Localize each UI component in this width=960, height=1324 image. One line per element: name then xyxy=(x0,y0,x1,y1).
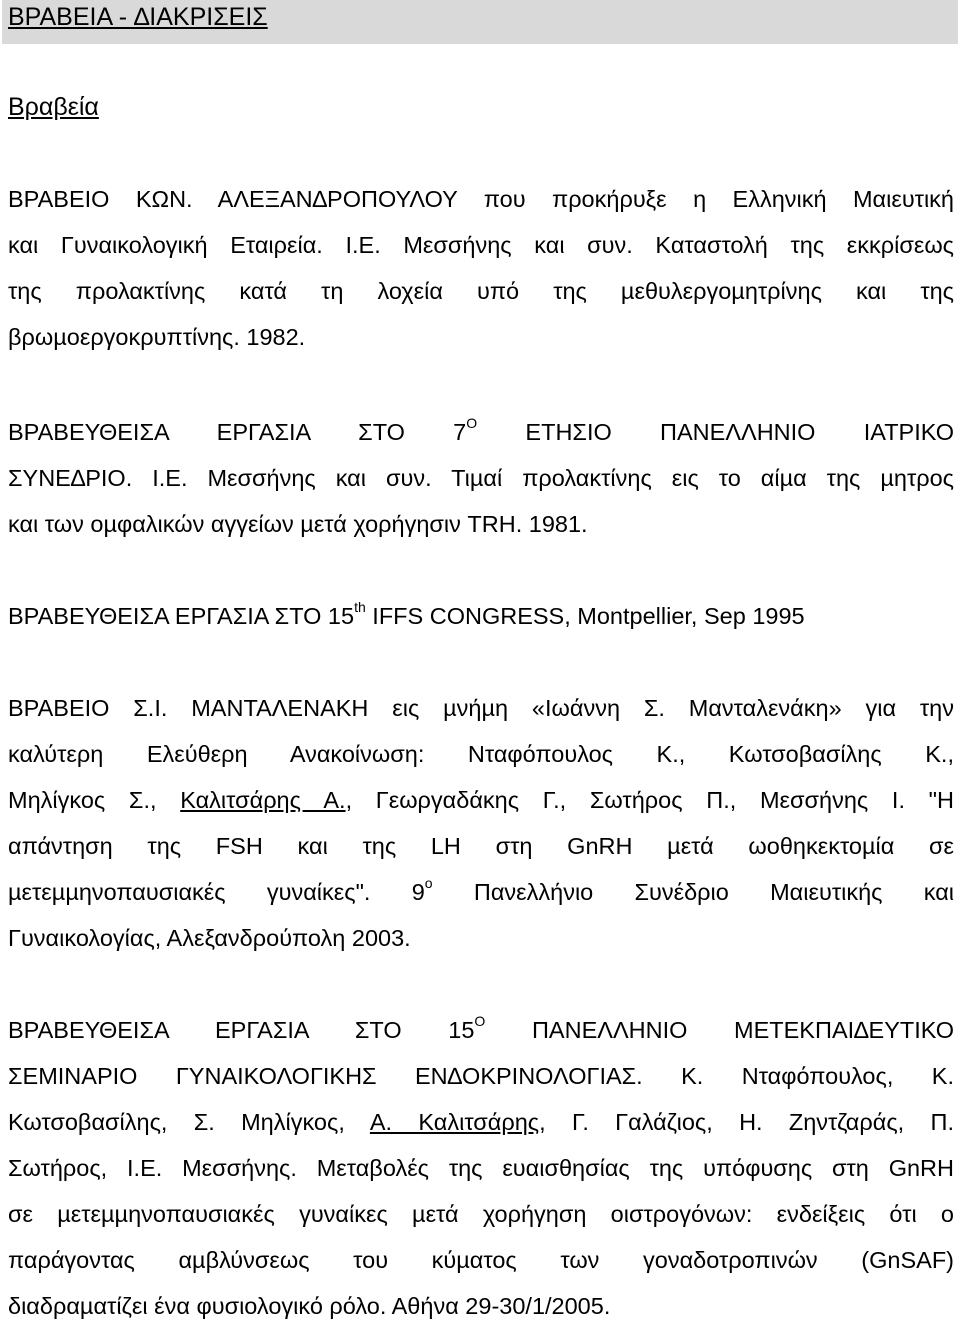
underlined-author: Α. Καλιτσάρης xyxy=(369,1109,540,1135)
entry-line: ΣΥΝΕ∆ΡΙΟ. Ι.Ε. Μεσσήνης και συν. Τιµαί προλακτίνης εις το αίµα της µητρος xyxy=(8,465,954,491)
entry-line: Σωτήρος, Ι.Ε. Μεσσήνης. Μεταβολές της ευαισθησίας της υπόφυσης στη GnRH xyxy=(8,1155,954,1181)
entry-line: παράγοντας αµβλύνσεως του κύµατος των γοναδοτροπινών (GnSAF) xyxy=(8,1247,954,1273)
entry-line: Μηλίγκος Σ., Καλιτσάρης Α., Γεωργαδάκης Γ., Σωτήρος Π., Μεσσήνης Ι. "Η xyxy=(8,787,954,813)
entry-line: της προλακτίνης κατά τη λοχεία υπό της µεθυλεργοµητρίνης και της xyxy=(8,278,954,304)
entry-line: Γυναικολογίας, Αλεξανδρούπολη 2003. xyxy=(8,925,411,951)
header-bar xyxy=(2,0,958,44)
entry-line: απάντηση της FSH και της LH στη GnRH µετά ωοθηκεκτοµία σε xyxy=(8,833,954,859)
underlined-author: Καλιτσάρης Α. xyxy=(180,787,346,813)
entry-line: καλύτερη Ελεύθερη Ανακοίνωση: Νταφόπουλος Κ., Κωτσοβασίλης Κ., xyxy=(8,741,954,767)
entry-line: µετεµµηνοπαυσιακές γυναίκες". $9^o$ Πανελλήνιο Συνέδριο Μαιευτικής και xyxy=(8,875,954,905)
entry-line: βρωµοεργοκρυπτίνης. 1982. xyxy=(8,324,306,350)
entry-line: και Γυναικολογική Εταιρεία. Ι.Ε. Μεσσήνης και συν. Καταστολή της εκκρίσεως xyxy=(8,232,954,258)
entry-line: και των οµφαλικών αγγείων µετά χορήγησιν TRH. 1981. xyxy=(8,511,588,537)
entry-line: ΒΡΑΒΕΥΘΕΙΣΑ ΕΡΓΑΣΙΑ ΣΤΟ $7^O$ ΕΤΗΣΙΟ ΠΑΝΕΛΛΗΝΙΟ ΙΑΤΡΙΚΟ xyxy=(8,415,954,445)
entry-line: ΒΡΑΒΕΥΘΕΙΣΑ ΕΡΓΑΣΙΑ ΣΤΟ $15^O$ ΠΑΝΕΛΛΗΝΙΟ ΜΕΤΕΚΠΑΙ∆ΕΥΤΙΚΟ xyxy=(8,1013,954,1043)
page-title: ΒΡΑΒΕΙΑ - ∆ΙΑΚΡΙΣΕΙΣ xyxy=(8,3,268,31)
entry-line: σε µετεµµηνοπαυσιακές γυναίκες µετά χορήγηση οιστρογόνων: ενδείξεις ότι ο xyxy=(8,1201,954,1227)
entry-line: ΒΡΑΒΕΙΟ Σ.Ι. ΜΑΝΤΑΛΕΝΑΚΗ εις µνήµη «Ιωάννη Σ. Μανταλενάκη» για την xyxy=(8,695,954,721)
entry-line: διαδραµατίζει ένα φυσιολογικό ρόλο. Αθήνα 29-30/1/2005. xyxy=(8,1293,611,1319)
entry-line: ΒΡΑΒΕΥΘΕΙΣΑ ΕΡΓΑΣΙΑ ΣΤΟ 15th IFFS CONGRESS, Montpellier, Sep 1995 xyxy=(8,599,805,629)
entry-line: ΣΕΜΙΝΑΡΙΟ ΓΥΝΑΙΚΟΛΟΓΙΚΗΣ ΕΝ∆ΟΚΡΙΝΟΛΟΓΙΑΣ. Κ. Νταφόπουλος, Κ. xyxy=(8,1063,954,1089)
entry-line: ΒΡΑΒΕΙΟ ΚΩΝ. ΑΛΕΞΑΝ∆ΡΟΠΟΥΛΟΥ που προκήρυξε η Ελληνική Μαιευτική xyxy=(8,186,954,212)
section-title: Βραβεία xyxy=(8,93,99,121)
entry-line: Κωτσοβασίλης, Σ. Μηλίγκος, Α. Καλιτσάρης, Γ. Γαλάζιος, Η. Ζηντζαράς, Π. xyxy=(8,1109,955,1135)
